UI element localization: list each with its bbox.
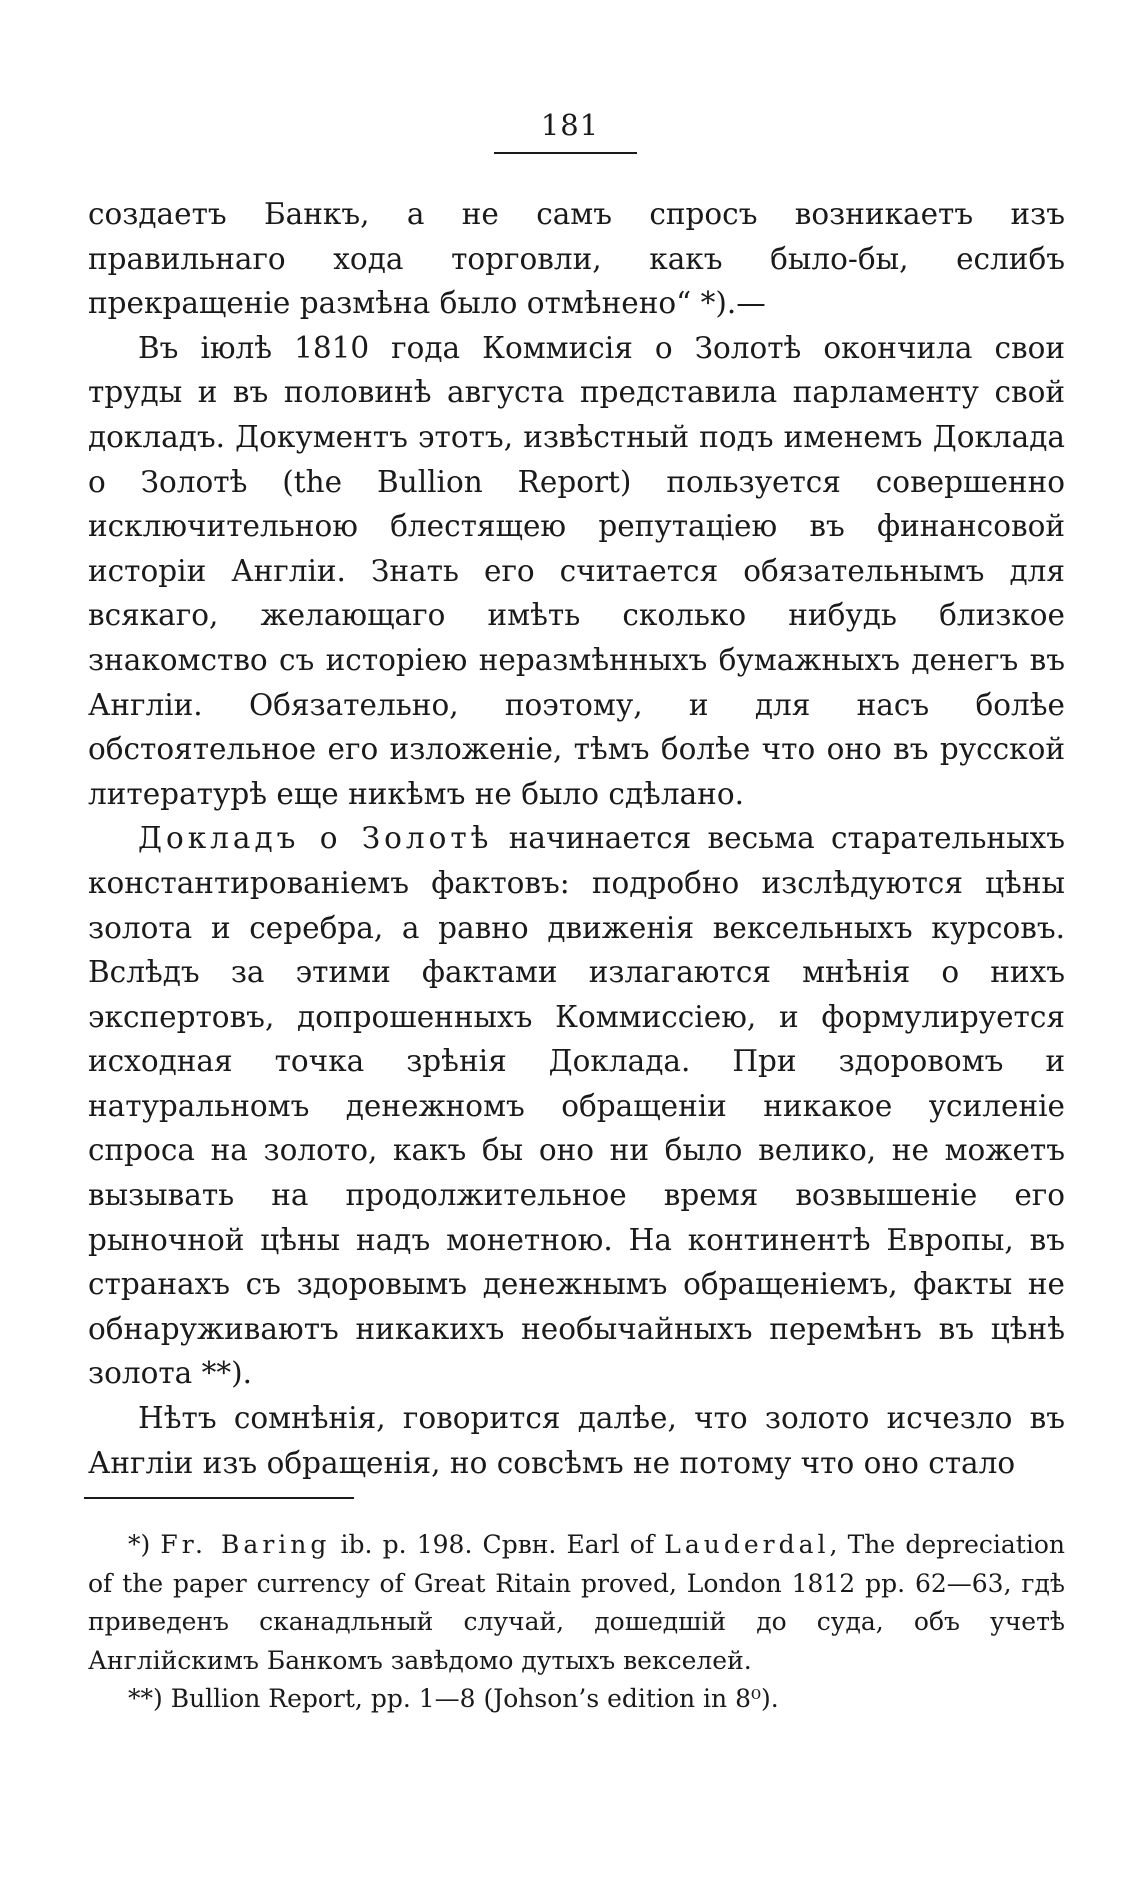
paragraph-3-lead: Докладъ о Золотѣ	[138, 821, 493, 856]
footnote-1	[88, 1526, 1065, 1680]
footnote-1-author-2: Lauderdal	[664, 1530, 830, 1559]
paragraph-4: Нѣтъ сомнѣнія, говорится далѣе, что золото исчезло въ Англіи изъ обращенія, но совсѣмъ не потому что оно стало	[88, 1401, 1065, 1480]
footnote-1-text: , The depreciation of the paper currency of Great Ritain proved, London 1812 pp. 62—63, гдѣ приведенъ сканадльный случай, дошедшій до суда, объ учетѣ Англійскимъ Банкомъ завѣдомо дутыхъ векселей.	[88, 1530, 1065, 1675]
paragraph-1: создаетъ Банкъ, а не самъ спросъ возникаетъ изъ правильнаго хода торговли, какъ было-бы, еслибъ прекращеніе размѣна было отмѣнено“ *).—	[88, 197, 1065, 321]
page-number: 181	[540, 108, 600, 142]
page-number-rule	[494, 152, 637, 154]
paragraph-3	[88, 816, 1065, 1396]
paragraph-3-text: начинается весьма старательныхъ константированіемъ фактовъ: подробно изслѣдуются цѣны золота и серебра, а равно движенія вексельныхъ курсовъ. Вслѣдъ за этими фактами излагаются мнѣнія о нихъ экспертовъ, допрошенныхъ Коммиссіею, и формулируется исходная точка зрѣнія Доклада. При здоровомъ и натуральномъ денежномъ обращеніи никакое усиленіе спроса на золото, какъ бы оно ни было велико, не можетъ вызывать на продолжительное время возвышеніе его рыночной цѣны надъ монетною. На континентѣ Европы, въ странахъ съ здоровымъ денежнымъ обращеніемъ, факты не обнаруживаютъ никакихъ необычайныхъ перемѣнъ въ цѣнѣ золота **).	[88, 821, 1065, 1391]
footnote-rule	[84, 1497, 354, 1499]
footnote-1-author: Fr. Baring	[160, 1530, 331, 1559]
footnote-2: **) Bullion Report, pp. 1—8 (Johson’s edition in 8⁰).	[128, 1684, 779, 1713]
footnote-1-mid: ib. p. 198. Срвн. Earl of	[330, 1530, 665, 1559]
footnotes	[88, 1526, 1065, 1719]
footnote-1-mark: *)	[128, 1530, 161, 1559]
main-text	[88, 192, 1065, 1485]
paragraph-2: Въ іюлѣ 1810 года Коммисія о Золотѣ окончила свои труды и въ половинѣ августа представила парламенту свой докладъ. Документъ этотъ, извѣстный подъ именемъ Доклада о Золотѣ (the Bullion Report) пользуется совершенно исключительною блестящею репутаціею въ финансовой исторіи Англіи. Знать его считается обязательнымъ для всякаго, желающаго имѣть сколько нибудь близкое знакомство съ исторіею неразмѣнныхъ бумажныхъ денегъ въ Англіи. Обязательно, поэтому, и для насъ болѣе обстоятельное его изложеніе, тѣмъ болѣе что оно въ русской литературѣ еще никѣмъ не было сдѣлано.	[88, 330, 1065, 811]
